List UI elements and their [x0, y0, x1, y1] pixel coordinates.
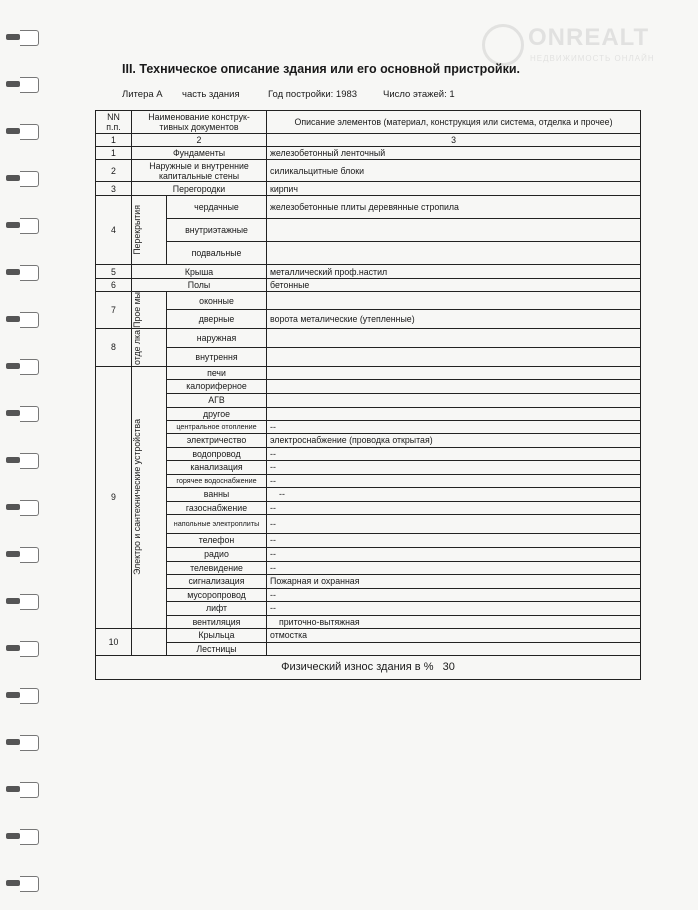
spiral-binding [0, 0, 44, 910]
row-number: 1 [96, 147, 132, 160]
row-number: 10 [96, 628, 132, 655]
table-row [96, 533, 641, 547]
sub-element-name: телефон [167, 533, 267, 547]
table-row [96, 242, 641, 265]
header-name: Наименование конструк-тивных документов [132, 111, 267, 134]
group-label: Электро и сантехнические устройства [132, 419, 142, 576]
house-logo-icon [482, 24, 524, 66]
row-number: 9 [96, 366, 132, 628]
table-row [96, 279, 641, 292]
sub-element-name: калориферное [167, 379, 267, 393]
table-row [96, 420, 641, 433]
table-row [96, 328, 641, 347]
sub-element-name: внутрення [167, 347, 267, 366]
row-number: 3 [96, 182, 132, 196]
row-number: 7 [96, 292, 132, 329]
element-description: силикальцитные блоки [267, 160, 641, 182]
element-name: Полы [132, 279, 267, 292]
group-label: отде лка [132, 329, 142, 365]
building-part: часть здания [182, 89, 240, 100]
sub-element-name: радио [167, 547, 267, 561]
sub-element-name: горячее водоснабжение [167, 474, 267, 487]
watermark-tagline: НЕДВИЖИМОСТЬ ОНЛАЙН [530, 54, 655, 63]
sub-element-name: внутриэтажные [167, 219, 267, 242]
element-description: железобетонные плиты деревянные стропила [267, 196, 641, 219]
element-description: -- [267, 460, 641, 474]
sub-element-name: другое [167, 407, 267, 420]
group-label-cell [132, 196, 167, 265]
sub-element-name: дверные [167, 310, 267, 328]
table-row [96, 601, 641, 615]
element-description: -- [267, 420, 641, 433]
binding-hole [20, 171, 39, 187]
binding-hole [20, 218, 39, 234]
sub-element-name: канализация [167, 460, 267, 474]
binding-hole [20, 688, 39, 704]
header-description: Описание элементов (материал, конструкция или система, отделка и прочее) [267, 111, 641, 134]
binding-hole [20, 735, 39, 751]
table-row [96, 460, 641, 474]
column-number: 2 [132, 134, 267, 147]
sub-element-name: наружная [167, 328, 267, 347]
table-row [96, 615, 641, 628]
element-description [267, 393, 641, 407]
wear-value: 30 [442, 661, 455, 674]
row-number: 2 [96, 160, 132, 182]
sub-element-name: АГВ [167, 393, 267, 407]
element-description [267, 379, 641, 393]
element-description [267, 366, 641, 379]
wear-label: Физический износ здания в % [281, 661, 434, 674]
table-row [96, 574, 641, 588]
sub-element-name: подвальные [167, 242, 267, 265]
table-row [96, 182, 641, 196]
group-label-cell [132, 328, 167, 366]
sub-element-name: Лестницы [167, 642, 267, 655]
group-label: Прое мы [132, 292, 142, 328]
table-row [96, 433, 641, 447]
litera: Литера А [122, 89, 163, 100]
element-description: -- [267, 588, 641, 601]
element-name: Наружные и внутренние капитальные стены [132, 160, 267, 182]
table-row [96, 501, 641, 514]
element-description: -- [267, 487, 641, 501]
table-row [96, 628, 641, 642]
sub-element-name: электричество [167, 433, 267, 447]
sub-element-name: сигнализация [167, 574, 267, 588]
sub-element-name: мусоропровод [167, 588, 267, 601]
element-description [267, 407, 641, 420]
binding-hole [20, 406, 39, 422]
element-name: Крыша [132, 265, 267, 279]
page-title: III. Техническое описание здания или его основной пристройки. [122, 62, 521, 76]
group-label-cell [132, 292, 167, 329]
wear-row [96, 655, 641, 679]
sub-element-name: Крыльца [167, 628, 267, 642]
element-name: Фундаменты [132, 147, 267, 160]
binding-hole [20, 30, 39, 46]
element-description: кирпич [267, 182, 641, 196]
table-row [96, 347, 641, 366]
element-description [267, 347, 641, 366]
table-row [96, 393, 641, 407]
binding-hole [20, 312, 39, 328]
element-description: -- [267, 474, 641, 487]
table-row [96, 196, 641, 219]
wear-cell [96, 655, 641, 679]
header-nn: NN п.п. [96, 111, 132, 134]
table-row [96, 514, 641, 533]
binding-hole [20, 547, 39, 563]
table-row [96, 487, 641, 501]
binding-hole [20, 782, 39, 798]
element-description: Пожарная и охранная [267, 574, 641, 588]
binding-hole [20, 594, 39, 610]
table-row [96, 265, 641, 279]
sub-element-name: печи [167, 366, 267, 379]
sub-element-name: напольные электроплиты [167, 514, 267, 533]
binding-hole [20, 500, 39, 516]
table-row [96, 160, 641, 182]
table-row [96, 379, 641, 393]
binding-hole [20, 77, 39, 93]
technical-description-table [95, 110, 641, 680]
sub-element-name: оконные [167, 292, 267, 310]
table-row [96, 561, 641, 574]
element-description: железобетонный ленточный [267, 147, 641, 160]
sub-element-name: вентиляция [167, 615, 267, 628]
column-number: 3 [267, 134, 641, 147]
table-row [96, 366, 641, 379]
sub-element-name: лифт [167, 601, 267, 615]
element-description [267, 328, 641, 347]
sub-element-name: газоснабжение [167, 501, 267, 514]
table-row [96, 219, 641, 242]
row-number: 6 [96, 279, 132, 292]
column-number: 1 [96, 134, 132, 147]
element-name: Перегородки [132, 182, 267, 196]
sub-element-name: чердачные [167, 196, 267, 219]
table-row [96, 292, 641, 310]
sub-element-name: телевидение [167, 561, 267, 574]
binding-hole [20, 641, 39, 657]
element-description: -- [267, 547, 641, 561]
group-label: Перекрытия [132, 205, 142, 255]
group-label-cell [132, 366, 167, 628]
sub-element-name: водопровод [167, 447, 267, 460]
element-description: бетонные [267, 279, 641, 292]
column-numbers-row [96, 134, 641, 147]
binding-hole [20, 829, 39, 845]
element-description [267, 292, 641, 310]
table-row [96, 474, 641, 487]
binding-hole [20, 265, 39, 281]
table-row [96, 310, 641, 328]
sub-element-name: центральное отопление [167, 420, 267, 433]
element-description: -- [267, 447, 641, 460]
binding-hole [20, 359, 39, 375]
binding-hole [20, 876, 39, 892]
element-description: -- [267, 514, 641, 533]
row-number: 5 [96, 265, 132, 279]
empty-group-cell [132, 628, 167, 655]
binding-hole [20, 453, 39, 469]
element-description: -- [267, 501, 641, 514]
construction-year: Год постройки: 1983 [268, 89, 358, 100]
row-number: 8 [96, 328, 132, 366]
table-row [96, 588, 641, 601]
element-description: металлический проф.настил [267, 265, 641, 279]
element-description: электроснабжение (проводка открытая) [267, 433, 641, 447]
sub-element-name: ванны [167, 487, 267, 501]
element-description [267, 219, 641, 242]
element-description: -- [267, 561, 641, 574]
table-header-row [96, 111, 641, 134]
table-row [96, 547, 641, 561]
row-number: 4 [96, 196, 132, 265]
table-row [96, 147, 641, 160]
element-description: -- [267, 601, 641, 615]
table-row [96, 642, 641, 655]
floor-count: Число этажей: 1 [383, 89, 455, 100]
element-description: отмостка [267, 628, 641, 642]
element-description: -- [267, 533, 641, 547]
element-description: приточно-вытяжная [267, 615, 641, 628]
table-row [96, 447, 641, 460]
element-description: ворота металические (утепленные) [267, 310, 641, 328]
element-description [267, 242, 641, 265]
element-description [267, 642, 641, 655]
binding-hole [20, 124, 39, 140]
table-row [96, 407, 641, 420]
watermark-brand: ONREALT [528, 24, 650, 51]
